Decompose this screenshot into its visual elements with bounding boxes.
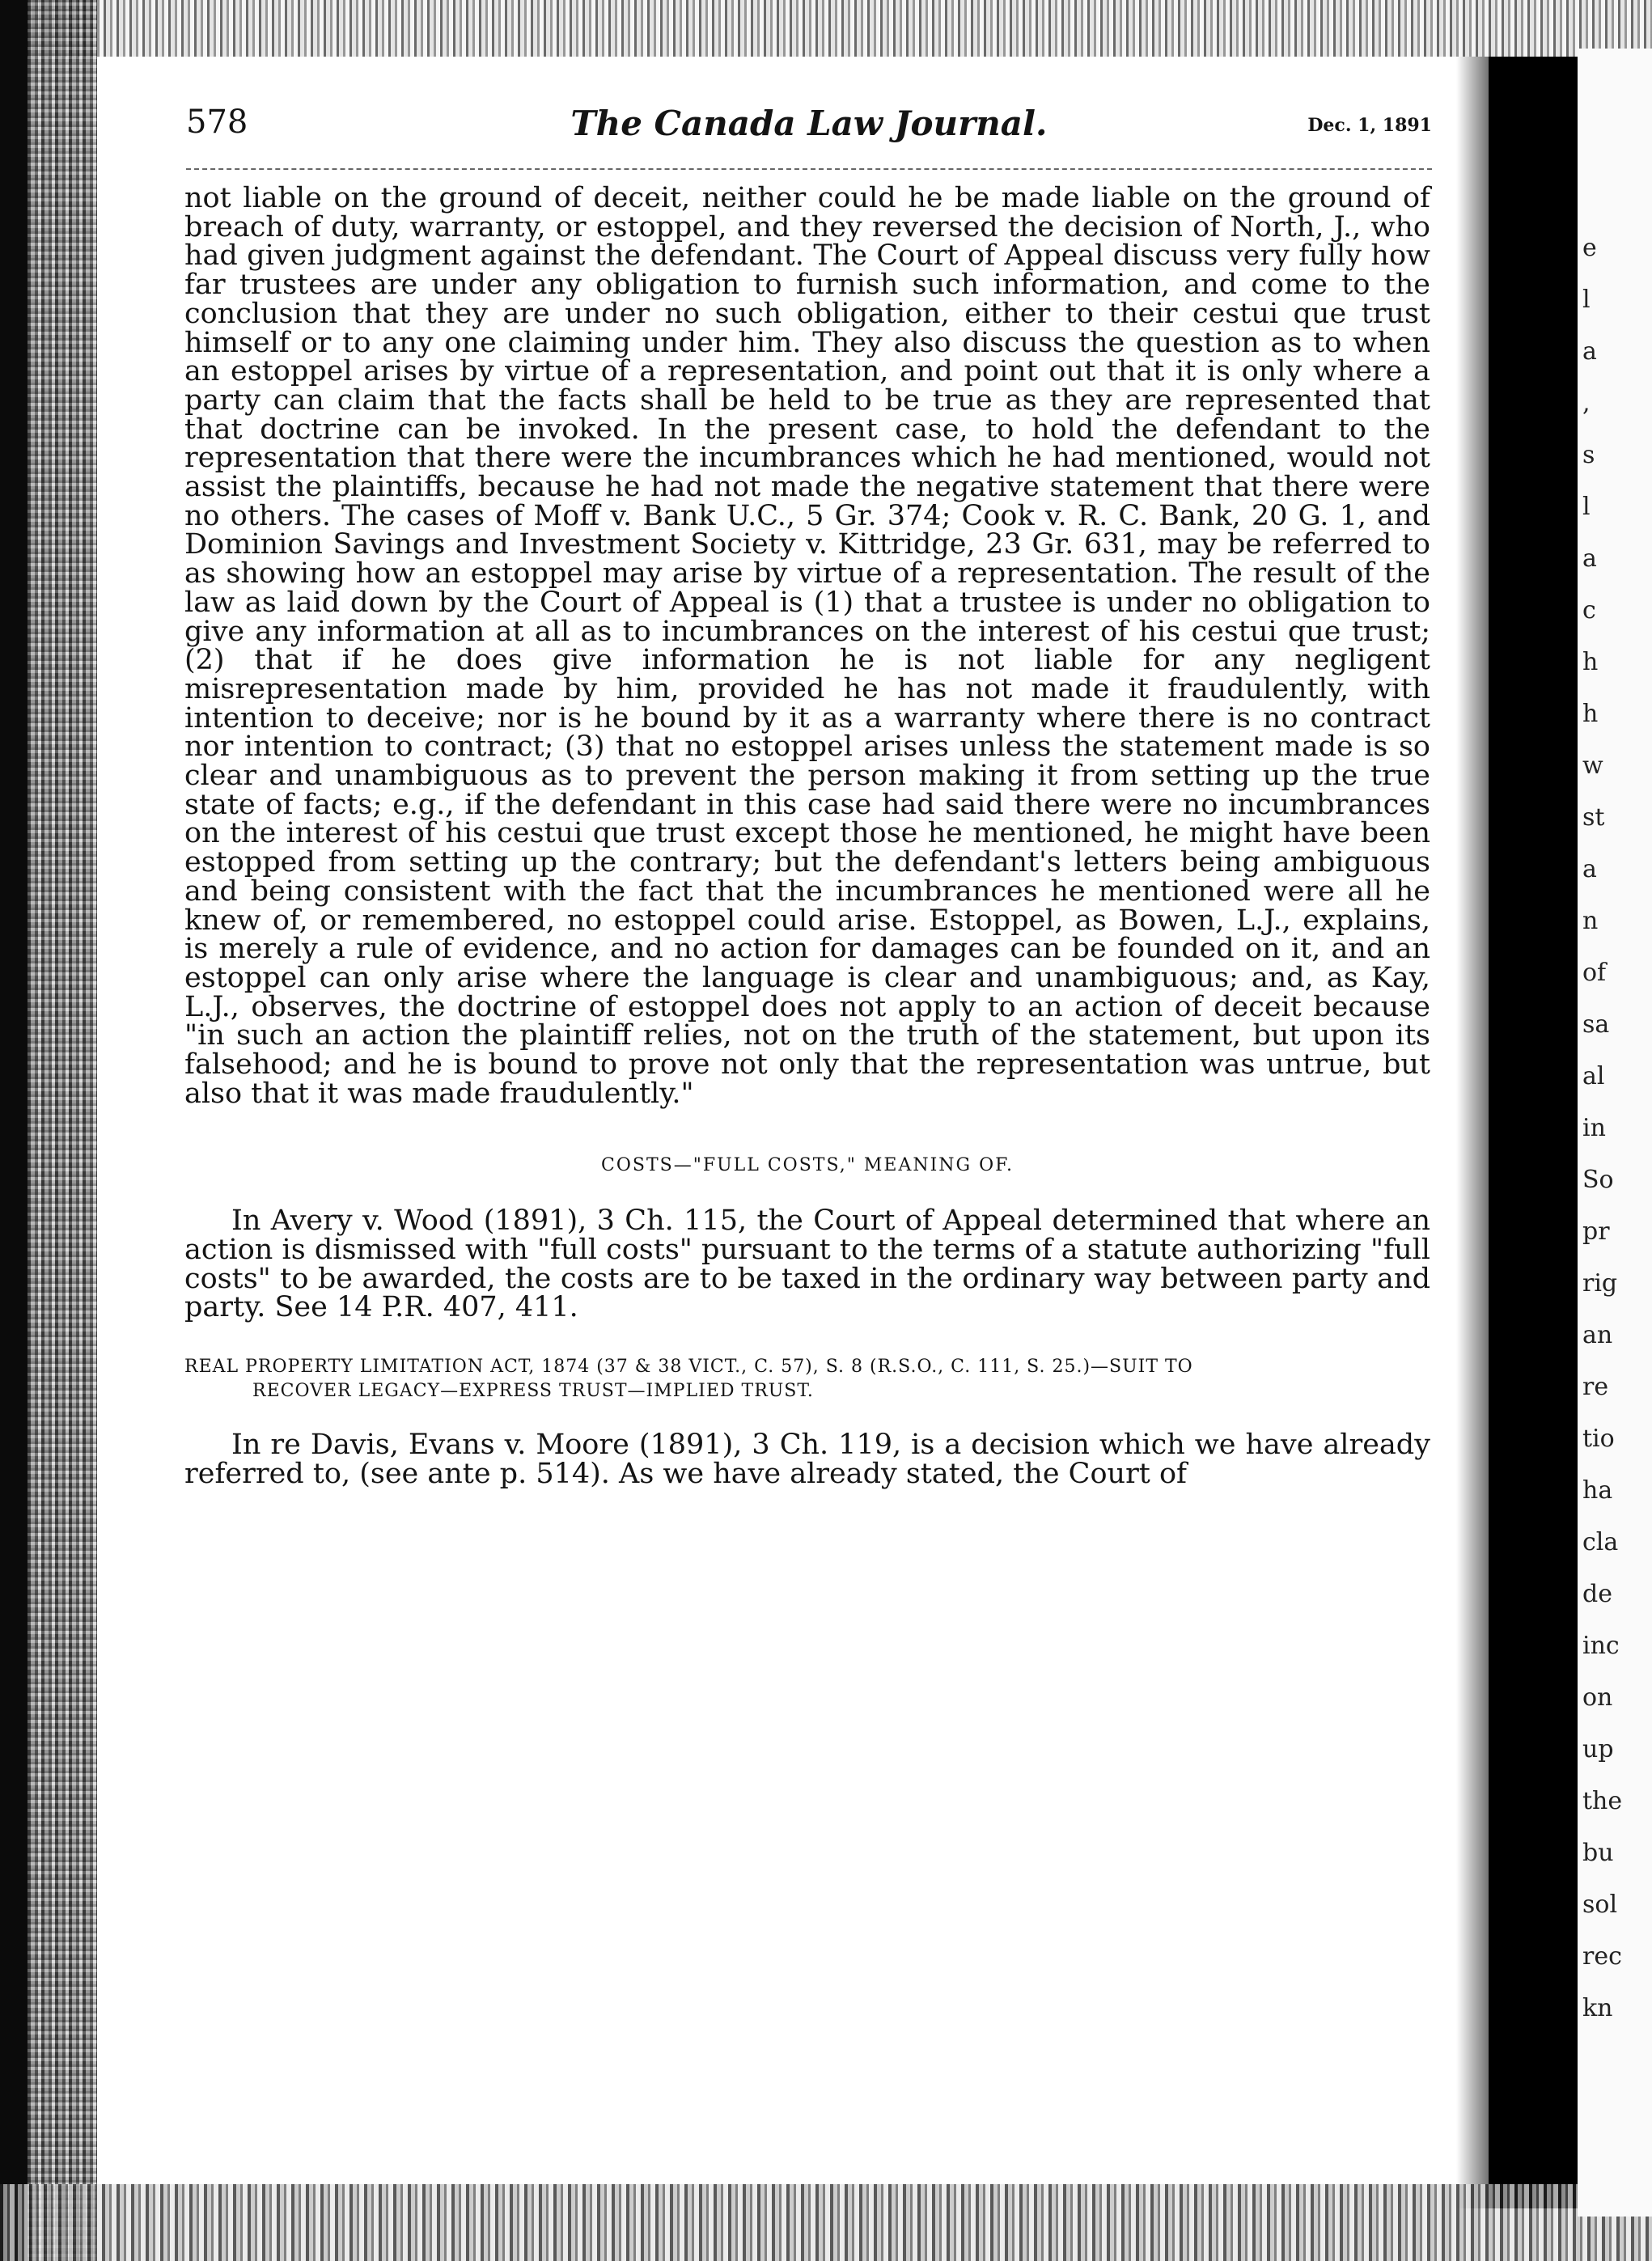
adjacent-page-fragment: a (1582, 855, 1597, 883)
adjacent-page-fragment: de (1582, 1580, 1612, 1608)
adjacent-page-fragment: n (1582, 907, 1599, 935)
header-rule (186, 168, 1432, 170)
adjacent-page-fragment: up (1582, 1735, 1614, 1763)
scan-bottom-border (0, 2184, 1652, 2261)
adjacent-page-fragment: h (1582, 700, 1599, 728)
adjacent-page-fragment: s (1582, 441, 1595, 469)
adjacent-page-fragment: an (1582, 1321, 1613, 1349)
paragraph-2: In Avery v. Wood (1891), 3 Ch. 115, the Court of Appeal determined that where an action is dismissed with "full costs" pursuant to the terms of a statute authorizing "full costs" to be awarded, the costs are to be taxed in the ordinary way between party and party. See 14 P.R. 407, 411. (184, 1205, 1430, 1324)
adjacent-page-fragment: ha (1582, 1476, 1613, 1505)
section-heading-line-1: REAL PROPERTY LIMITATION ACT, 1874 (37 & 38 VICT., C. 57), S. 8 (R.S.O., C. 111, S. 25.)—SUIT TO (184, 1357, 1193, 1378)
adjacent-page-fragment: h (1582, 648, 1599, 676)
adjacent-page-fragment: c (1582, 596, 1596, 625)
paragraph-3: In re Davis, Evans v. Moore (1891), 3 Ch. 119, is a decision which we have already referred to, (see ante p. 514). As we have already stated, the Court of (184, 1429, 1430, 1490)
adjacent-page-fragment: inc (1582, 1632, 1620, 1660)
adjacent-page-edge (1578, 49, 1652, 2217)
scan-left-edge (0, 0, 28, 2261)
adjacent-page-fragment: al (1582, 1062, 1605, 1090)
adjacent-page-fragment: rec (1582, 1942, 1622, 1971)
adjacent-page-fragment: kn (1582, 1994, 1613, 2022)
section-heading-line-2: RECOVER LEGACY—EXPRESS TRUST—IMPLIED TRUST. (252, 1381, 814, 1402)
adjacent-page-fragment: So (1582, 1166, 1614, 1194)
section-heading-costs: COSTS—"FULL COSTS," MEANING OF. (601, 1154, 1014, 1175)
adjacent-page-fragment: a (1582, 544, 1597, 573)
adjacent-page-fragment: l (1582, 493, 1591, 521)
adjacent-page-fragment: of (1582, 959, 1607, 987)
adjacent-page-fragment: w (1582, 752, 1603, 780)
scan-top-border (0, 0, 1652, 57)
adjacent-page-fragment: pr (1582, 1217, 1610, 1246)
adjacent-page-fragment: on (1582, 1683, 1613, 1712)
adjacent-page-fragment: , (1582, 389, 1591, 417)
adjacent-page-fragment: e (1582, 234, 1597, 262)
adjacent-page-fragment: sol (1582, 1891, 1618, 1919)
running-title: The Canada Law Journal. (570, 104, 1048, 143)
adjacent-page-fragment: the (1582, 1787, 1623, 1815)
section-heading-limitation (184, 1355, 1430, 1404)
binding-shadow (1456, 57, 1489, 2208)
adjacent-page-fragment: st (1582, 803, 1605, 832)
adjacent-page-fragment: rig (1582, 1269, 1618, 1298)
adjacent-page-fragment: re (1582, 1373, 1609, 1401)
adjacent-page-fragment: cla (1582, 1528, 1619, 1556)
page-number: 578 (186, 104, 248, 141)
paragraph-1: not liable on the ground of deceit, neither could he be made liable on the ground of breach of duty, warranty, or estoppel, and they reversed the decision of North, J., who had given judgment against the defendant. The Court of Appeal discuss very fully how far trustees are under any obligation to furnish such information, and come to the conclusion that they are under no such obligation, either to their cestui que trust himself or to any one claiming under him. They also discuss the question as to when an estoppel arises by virtue of a representation, and point out that it is only where a party can claim that the facts shall be held to be true as they are represented that that doctrine can be invoked. In the present case, to hold the defendant to the representation that there were the incumbrances which he had mentioned, would not assist the plaintiffs, because he had not made the negative statement that there were no others. The cases of Moff v. Bank U.C., 5 Gr. 374; Cook v. R. C. Bank, 20 G. 1, and Dominion Savings and Investment Society v. Kittridge, 23 Gr. 631, may be referred to as showing how an estoppel may arise by virtue of a representation. The result of the law as laid down by the Court of Appeal is (1) that a trustee is under no obligation to give any information at all as to incumbrances on the interest of his cestui que trust; (2) that if he does give information he is not liable for any negligent misrepresentation made by him, provided he has not made it fraudulently, with intention to deceive; nor is he bound by it as a warranty where there is no contract nor intention to contract; (3) that no estoppel arises unless the statement made is so clear and unambiguous as to prevent the person making it from setting up the true state of facts; e.g., if the defendant in this case had said there were no incumbrances on the interest of his cestui que trust except those he mentioned, he might have been estopped from setting up the contrary; but the defendant's letters being ambiguous and being consistent with the fact that the incumbrances he mentioned were all he knew of, or remembered, no estoppel could arise. Estoppel, as Bowen, L.J., explains, is merely a rule of evidence, and no action for damages can be founded on it, and an estoppel can only arise where the language is clear and unambiguous; and, as Kay, L.J., observes, the doctrine of estoppel does not apply to an action of deceit because "in such an action the plaintiff relies, not on the truth of the statement, but upon its falsehood; and he is bound to prove not only that the representation was untrue, but also that it was made fraudulently." (184, 182, 1430, 1110)
issue-date: Dec. 1, 1891 (1307, 115, 1432, 136)
adjacent-page-fragment: in (1582, 1114, 1606, 1142)
adjacent-page-fragment: sa (1582, 1010, 1610, 1039)
article-body (184, 184, 1430, 1488)
adjacent-page-fragment: l (1582, 286, 1591, 314)
binding-gutter (1489, 57, 1578, 2208)
adjacent-page-fragment: tio (1582, 1425, 1615, 1453)
page-header (186, 104, 1432, 152)
adjacent-page-fragment: a (1582, 337, 1597, 366)
adjacent-page-fragment: bu (1582, 1839, 1614, 1867)
